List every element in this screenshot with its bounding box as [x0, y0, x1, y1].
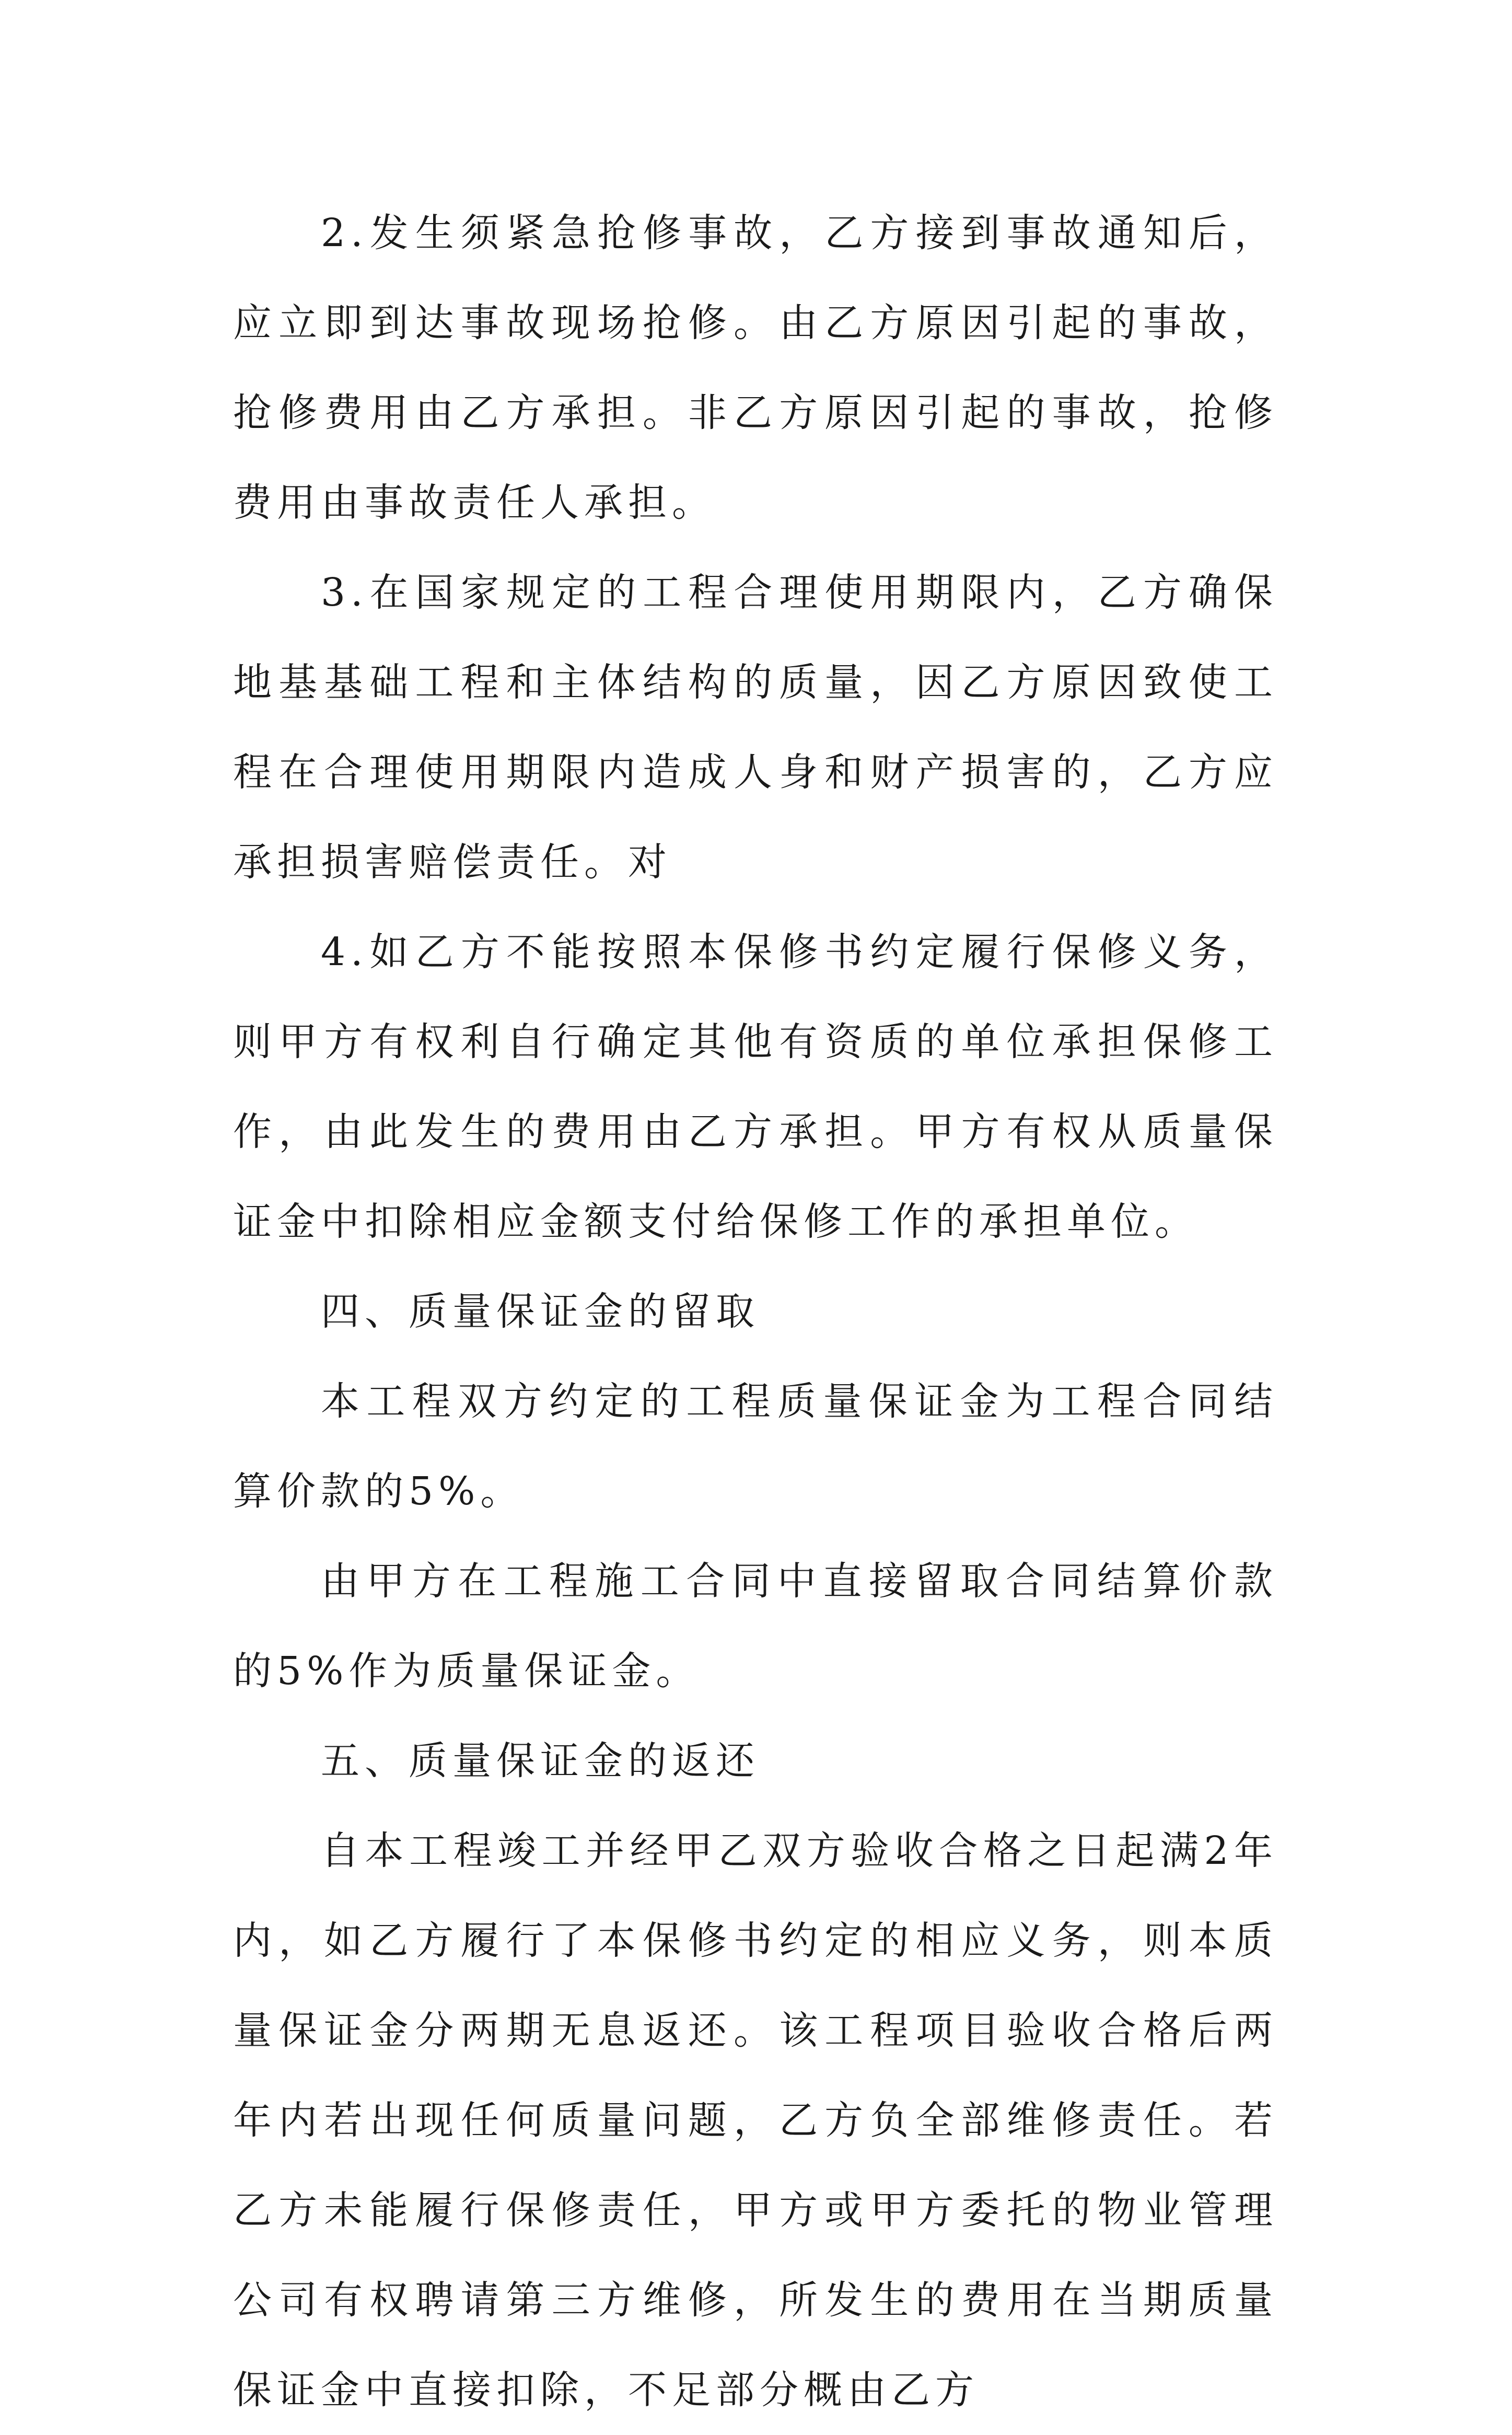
paragraph-deposit-return-terms: 自本工程竣工并经甲乙双方验收合格之日起满2年内，如乙方履行了本保修书约定的相应义务，则本质量保证金分两期无息返还。该工程项目验收合格后两年内若出现任何质量问题，乙方负全部维修责任。若乙方未能履行保修责任，甲方或甲方委托的物业管理公司有权聘请第三方维修，所发生的费用在当期质量保证金中直接扣除，不足部分概由乙方 — [233, 1828, 1278, 2413]
section-heading-deposit-return: 五、质量保证金的返还 — [321, 1738, 760, 1783]
paragraph-deposit-rate: 本工程双方约定的工程质量保证金为工程合同结算价款的5%。 — [233, 1379, 1278, 1514]
paragraph-repair-obligation: 4.如乙方不能按照本保修书约定履行保修义务，则甲方有权利自行确定其他有资质的单位承担保修工作，由此发生的费用由乙方承担。甲方有权从质量保证金中扣除相应金额支付给保修工作的承担单位。 — [233, 930, 1278, 1244]
paragraph-structural-quality: 3.在国家规定的工程合理使用期限内，乙方确保地基基础工程和主体结构的质量，因乙方原因致使工程在合理使用期限内造成人身和财产损害的，乙方应承担损害赔偿责任。对 — [233, 570, 1278, 885]
document-body — [233, 188, 1278, 2435]
section-heading-deposit-retention: 四、质量保证金的留取 — [321, 1289, 760, 1334]
paragraph-emergency-repair: 2.发生须紧急抢修事故，乙方接到事故通知后，应立即到达事故现场抢修。由乙方原因引起的事故，抢修费用由乙方承担。非乙方原因引起的事故，抢修费用由事故责任人承担。 — [233, 211, 1278, 525]
paragraph-deposit-withholding: 由甲方在工程施工合同中直接留取合同结算价款的5%作为质量保证金。 — [233, 1559, 1278, 1694]
